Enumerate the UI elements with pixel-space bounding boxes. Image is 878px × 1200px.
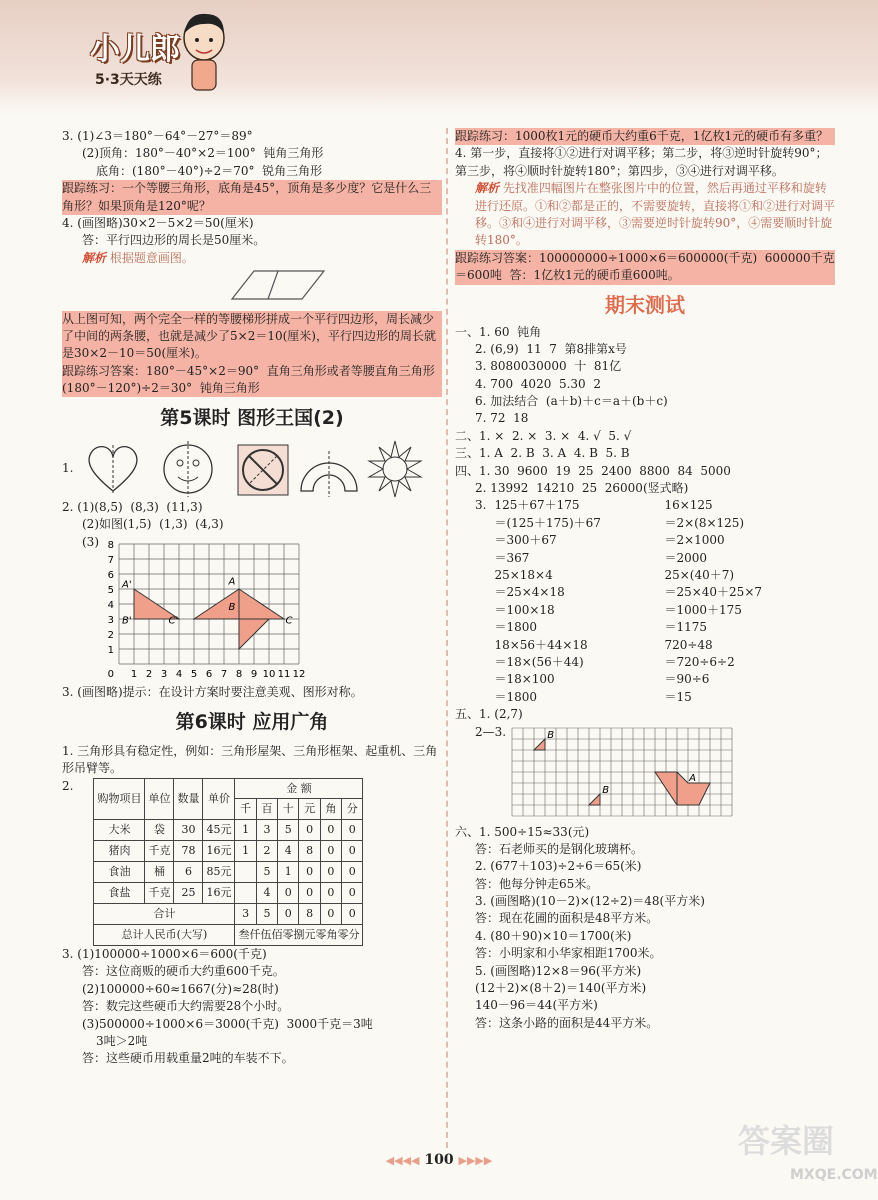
calc-step: 16×125 <box>664 498 713 513</box>
table-cell: 0 <box>342 862 363 883</box>
table-row <box>94 841 363 862</box>
answer-line: 底角：(180°－40°)÷2＝70° 锐角三角形 <box>96 163 323 178</box>
answer-line: 2. (6,9) 11 7 第8排第x号 <box>475 341 627 356</box>
coordinate-grid <box>99 534 339 684</box>
answer-line: (2)100000÷60≈1667(分)≈28(时) <box>82 981 279 996</box>
answer-line: 140－96＝44(平方米) <box>475 998 598 1013</box>
answer-line: 3. 8080030000 十 81亿 <box>475 359 622 374</box>
table-cell: 30 <box>174 820 203 841</box>
y-tick-label: 8 <box>107 539 114 551</box>
y-tick-label: 5 <box>107 584 114 596</box>
answer-line: 3. (1)∠3＝180°－64°－27°＝89° <box>62 129 253 143</box>
calc-step: ＝18×(56＋44) <box>494 654 584 669</box>
x-tick-label: 10 <box>262 668 276 680</box>
y-tick-label: 3 <box>107 614 114 626</box>
answer-line: 7. 72 18 <box>475 411 529 426</box>
calc-step: ＝720÷6÷2 <box>664 654 735 669</box>
question-label: 2—3. <box>475 724 507 739</box>
point-label: B <box>228 601 236 613</box>
watermark-url: MXQE.COM <box>790 1167 878 1183</box>
answer-line: 1. 三角形具有稳定性，例如：三角形屋架、三角形框架、起重机、三角形吊臂等。 <box>62 743 438 776</box>
table-cell: 16元 <box>203 841 235 862</box>
answer-line: 答：平行四边形的周长是50厘米。 <box>82 233 266 248</box>
table-cell: 桶 <box>145 862 174 883</box>
final-test-title: 期末测试 <box>605 292 685 317</box>
calc-step: 720÷48 <box>664 637 713 652</box>
calc-step: ＝25×40＋25×7 <box>664 585 763 600</box>
table-total-row <box>94 904 363 925</box>
point-label: C' <box>168 615 179 627</box>
answer-line: 答：这位商贩的硬币大约重600千克。 <box>82 964 285 979</box>
shopping-table <box>93 778 363 947</box>
table-cell: 5 <box>256 862 277 883</box>
calc-step: ＝1800 <box>494 689 537 704</box>
y-tick-label: 6 <box>107 569 114 581</box>
logo-subtitle: 5·3天天练 <box>95 72 162 88</box>
point-label: C <box>285 615 293 627</box>
calc-step: ＝2×1000 <box>664 533 725 548</box>
left-arrows-icon: ◀◀◀◀ <box>385 1154 420 1167</box>
table-cell: 0 <box>342 820 363 841</box>
calc-step: ＝1000＋175 <box>664 602 742 617</box>
column-divider <box>446 128 448 1148</box>
table-cell: 0 <box>299 862 320 883</box>
calc-step: 18×56＋44×18 <box>494 637 588 652</box>
answer-line: 答：数完这些硬币大约需要28个小时。 <box>82 999 290 1014</box>
table-cell: 45元 <box>203 820 235 841</box>
analysis-text: 根据题意画图。 <box>109 250 194 265</box>
calc-step: ＝1800 <box>494 620 537 635</box>
table-total-label: 合计 <box>94 904 235 925</box>
table-header: 购物项目 <box>94 778 145 820</box>
table-subheader: 元 <box>299 799 320 820</box>
table-cell: 2 <box>256 841 277 862</box>
watermark-logo: 答案圈 <box>738 1122 835 1160</box>
page-header <box>0 0 878 115</box>
table-subheader: 百 <box>256 799 277 820</box>
mascot-boy-icon <box>178 8 230 98</box>
table-cell: 千克 <box>145 883 174 904</box>
point-label: B <box>602 784 610 796</box>
answer-line: 五、1. (2,7) <box>455 707 523 722</box>
question-label: 3. <box>475 498 487 513</box>
answer-line: 答：小明家和小华家相距1700米。 <box>475 946 662 961</box>
table-cell: 食盐 <box>94 883 145 904</box>
table-rmb-label: 总计人民币(大写) <box>94 925 235 946</box>
answer-line: 三、1. A 2. B 3. A 4. B 5. B <box>455 446 630 461</box>
shape <box>655 772 710 805</box>
x-tick-label: 7 <box>220 668 228 680</box>
table-cell: 0 <box>320 862 341 883</box>
calc-step: 25×(40＋7) <box>664 567 735 582</box>
calc-step: 125＋67＋175 <box>494 498 580 513</box>
answer-line: 答：这些硬币用载重量2吨的车装不下。 <box>82 1051 294 1066</box>
sun-icon <box>369 441 421 497</box>
y-tick-label: 7 <box>107 554 114 566</box>
x-tick-label: 5 <box>190 668 198 680</box>
table-cell: 1 <box>235 841 256 862</box>
logo-title: 小儿郎 <box>90 32 180 67</box>
calc-step: ＝25×4×18 <box>494 585 565 600</box>
point-label: B <box>547 729 555 741</box>
heart-icon <box>90 447 138 491</box>
answer-line: 六、1. 500÷15≈33(元) <box>455 824 590 839</box>
translation-grid <box>506 724 746 824</box>
calc-step: ＝90÷6 <box>664 672 710 687</box>
symmetric-figures <box>83 439 423 499</box>
answer-line: 3. (画图略)提示：在设计方案时要注意美观、图形对称。 <box>62 684 363 699</box>
x-tick-label: 6 <box>205 668 213 680</box>
answer-line: 4. (画图略)30×2－5×2＝50(厘米) <box>62 215 254 230</box>
table-cell: 5 <box>256 904 277 925</box>
table-cell: 0 <box>320 883 341 904</box>
analysis-label: 解析 <box>475 181 500 196</box>
calc-step: ＝18×100 <box>494 672 555 687</box>
answer-line: 答：现在花圃的面积是48平方米。 <box>475 911 659 926</box>
table-subheader: 角 <box>320 799 341 820</box>
answer-line: 答：他每分钟走65米。 <box>475 876 599 891</box>
table-cell: 0 <box>320 841 341 862</box>
table-row <box>94 862 363 883</box>
table-cell: 3 <box>235 904 256 925</box>
left-column <box>62 128 442 1068</box>
analysis-label: 解析 <box>82 250 107 265</box>
table-cell: 千克 <box>145 841 174 862</box>
analysis-text: 先找准四幅图片在整张图片中的位置，然后再通过平移和旋转进行还原。①和②都是正的，不需要旋转，直接将①和②进行对调平移。③和④进行对调平移，③需要逆时针旋转90°，④需要顺时针旋转180°。 <box>475 181 836 248</box>
table-subheader: 十 <box>278 799 299 820</box>
table-cell: 16元 <box>203 883 235 904</box>
point-label: A <box>228 576 236 588</box>
table-cell <box>235 883 256 904</box>
x-tick-label: 4 <box>175 668 183 680</box>
table-rmb-value: 叁仟伍佰零捌元零角零分 <box>235 925 363 946</box>
table-subheader: 分 <box>342 799 363 820</box>
question-label: (3) <box>82 534 99 549</box>
answer-line: (3)500000÷1000×6＝3000(千克) 3000千克＝3吨 <box>82 1016 373 1031</box>
table-cell: 0 <box>320 820 341 841</box>
x-tick-label: 9 <box>250 668 258 680</box>
table-header: 单价 <box>203 778 235 820</box>
table-row <box>94 883 363 904</box>
answer-line: 2. 13992 14210 25 26000(竖式略) <box>475 481 689 496</box>
y-tick-label: 1 <box>107 644 114 656</box>
section-title: 第5课时 图形王国(2) <box>160 407 344 430</box>
calc-step: ＝(125＋175)＋67 <box>494 515 601 530</box>
answer-line: (2)如图(1,5) (1,3) (4,3) <box>82 517 224 532</box>
answer-line: 4. 第一步，直接将①②进行对调平移；第二步，将③逆时针旋转90°；第三步，将④顺时针旋转180°；第四步，③④进行对调平移。 <box>455 146 828 178</box>
table-cell: 袋 <box>145 820 174 841</box>
table-cell: 0 <box>342 883 363 904</box>
calc-step: ＝1175 <box>664 620 707 635</box>
table-cell: 1 <box>235 820 256 841</box>
point-label: A' <box>122 579 132 591</box>
calc-step: ＝367 <box>494 550 530 565</box>
table-cell <box>235 862 256 883</box>
answer-line: 一、1. 60 钝角 <box>455 324 542 339</box>
table-cell: 85元 <box>203 862 235 883</box>
calc-step: ＝2000 <box>664 550 707 565</box>
table-header: 单位 <box>145 778 174 820</box>
y-tick-label: 4 <box>107 599 114 611</box>
answer-line: 二、1. × 2. × 3. × 4. √ 5. √ <box>455 428 632 443</box>
answer-line: 6. 加法结合 (a＋b)＋c＝a＋(b＋c) <box>475 394 668 409</box>
calc-step: ＝2×(8×125) <box>664 515 745 530</box>
followup-exercise: 跟踪练习：1000枚1元的硬币大约重6千克，1亿枚1元的硬币有多重？ <box>455 128 835 145</box>
table-cell: 0 <box>342 904 363 925</box>
table-header: 数量 <box>174 778 203 820</box>
y-tick-label: 2 <box>107 629 114 641</box>
calculation-steps <box>486 497 824 706</box>
answer-line: 答：这条小路的面积是44平方米。 <box>475 1015 659 1030</box>
followup-answer: 跟踪练习答案：180°－45°×2＝90° 直角三角形或者等腰直角三角形 <box>62 363 442 380</box>
answer-line: 2. (677＋103)÷2÷6＝65(米) <box>475 859 642 874</box>
answer-line: (2)顶角：180°－40°×2＝100° 钝角三角形 <box>82 146 324 161</box>
x-tick-label: 12 <box>292 668 306 680</box>
x-tick-label: 1 <box>130 668 138 680</box>
question-number: 2. <box>62 778 74 793</box>
table-cell: 食油 <box>94 862 145 883</box>
point-label: B' <box>122 615 132 627</box>
table-cell: 猪肉 <box>94 841 145 862</box>
calc-step: ＝15 <box>664 689 692 704</box>
table-cell: 4 <box>278 841 299 862</box>
answer-line: 5. (画图略)12×8＝96(平方米) <box>475 963 642 978</box>
calc-step: ＝300＋67 <box>494 533 557 548</box>
table-cell: 3 <box>256 820 277 841</box>
x-tick-label: 11 <box>277 668 291 680</box>
followup-exercise: 跟踪练习：一个等腰三角形，底角是45°，顶角是多少度？它是什么三角形？如果顶角是120°呢？ <box>62 180 442 215</box>
answer-line: 4. (80＋90)×10＝1700(米) <box>475 928 632 943</box>
table-cell: 78 <box>174 841 203 862</box>
table-cell: 1 <box>278 862 299 883</box>
table-cell: 0 <box>342 841 363 862</box>
table-subheader: 千 <box>235 799 256 820</box>
right-column <box>455 128 835 1032</box>
answer-line: (12＋2)×(8＋2)＝140(平方米) <box>475 981 647 996</box>
point-label: A <box>689 772 697 784</box>
page-number: 100 <box>424 1152 454 1168</box>
origin-label: 0 <box>107 668 114 680</box>
question-number: 1. <box>62 461 74 476</box>
table-cell: 0 <box>299 820 320 841</box>
right-arrows-icon: ▶▶▶▶ <box>458 1154 493 1167</box>
table-cell: 0 <box>320 904 341 925</box>
followup-answer: (180°－120°)÷2＝30° 钝角三角形 <box>62 380 442 397</box>
table-cell: 8 <box>299 841 320 862</box>
table-cell: 4 <box>256 883 277 904</box>
table-cell: 大米 <box>94 820 145 841</box>
shape <box>534 739 545 750</box>
table-cell: 5 <box>278 820 299 841</box>
answer-line: 3. (画图略)(10－2)×(12÷2)＝48(平方米) <box>475 894 705 909</box>
table-header: 金 额 <box>235 778 363 799</box>
table-cell: 0 <box>278 883 299 904</box>
table-cell: 0 <box>278 904 299 925</box>
x-tick-label: 8 <box>235 668 243 680</box>
table-cell: 0 <box>299 883 320 904</box>
table-cell: 25 <box>174 883 203 904</box>
answer-line: 四、1. 30 9600 19 25 2400 8800 84 5000 <box>455 463 731 478</box>
answer-line: 4. 700 4020 5.30 2 <box>475 376 601 391</box>
table-cell: 8 <box>299 904 320 925</box>
calc-step: ＝100×18 <box>494 602 555 617</box>
analysis-body: 从上图可知，两个完全一样的等腰梯形拼成一个平行四边形，周长减少了中间的两条腰，也就是减少了5×2＝10(厘米)，平行四边形的周长就是30×2－10＝50(厘米)。 <box>62 311 442 363</box>
answer-line: 3吨＞2吨 <box>96 1033 148 1048</box>
table-cell: 6 <box>174 862 203 883</box>
table-rmb-row <box>94 925 363 946</box>
parallelogram-figure <box>62 267 442 305</box>
x-tick-label: 3 <box>160 668 168 680</box>
calc-step: 25×18×4 <box>494 567 553 582</box>
answer-line: 3. (1)100000÷1000×6＝600(千克) <box>62 947 267 962</box>
section-title: 第6课时 应用广角 <box>175 711 329 734</box>
x-tick-label: 2 <box>145 668 153 680</box>
table-row <box>94 820 363 841</box>
shape <box>589 794 600 805</box>
answer-line: 2. (1)(8,5) (8,3) (11,3) <box>62 500 203 515</box>
followup-answer: 跟踪练习答案：100000000÷1000×6＝600000(千克) 600000千克＝600吨 答：1亿枚1元的硬币重600吨。 <box>455 250 835 285</box>
answer-line: 答：石老师买的是钢化玻璃杯。 <box>475 841 644 856</box>
